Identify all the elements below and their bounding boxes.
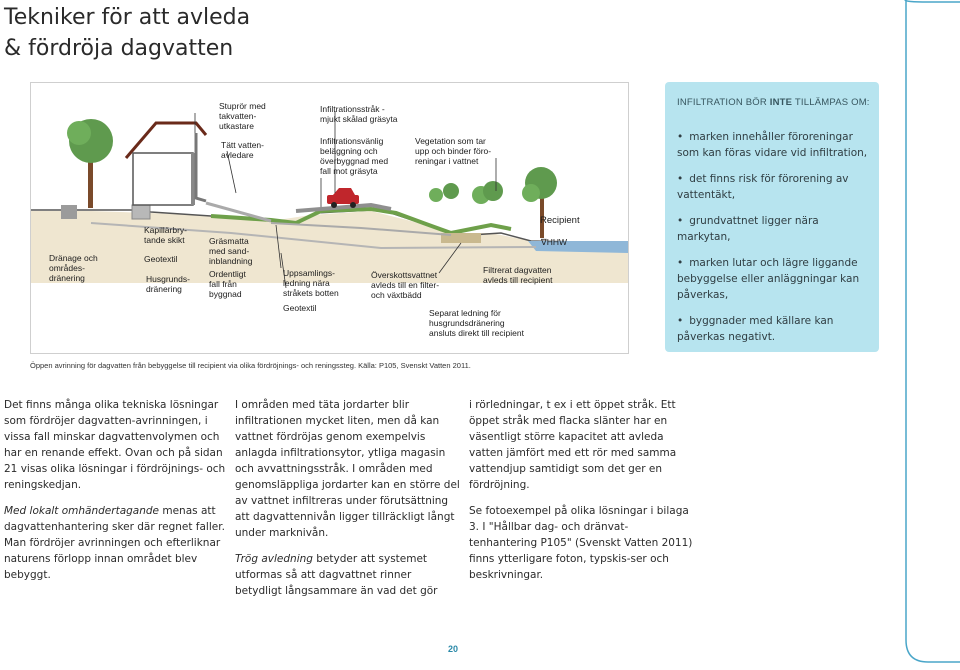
label-ordentligt: Ordentligt fall från byggnad [209,269,246,299]
stormwater-diagram [30,82,629,354]
infobox-heading-post: TILLÄMPAS OM: [792,97,870,108]
infobox-item: • marken innehåller föroreningar som kan föras vidare vid infiltration, [677,129,873,161]
paragraph-text: betyder att systemet utformas så att dagvattnet rinner betydligt långsammare än vad det gör [235,553,438,597]
label-geotextil-2: Geotextil [283,303,317,313]
figure-caption: Öppen avrinning för dagvatten från bebyggelse till recipient via olika fördröjnings- och reningssteg. Källa: P105, Svenskt Vatten 2011. [30,361,471,370]
infobox-item: • marken lutar och lägre liggande bebyggelse eller anläggningar kan påverkas, [677,255,873,303]
label-hhw [541,237,567,247]
car-icon [327,188,359,208]
label-kapillar: Kapillärbry- tande skikt [144,225,187,245]
infobox-heading [677,97,870,108]
title-line-2: & fördröja dagvatten [4,36,234,61]
infiltration-warning-box [665,82,879,352]
paragraph-text: menas att dagvattenhantering sker där regnet faller. Man fördröjer avrinningen och efterliknar naturens förlopp innan området blev bebyggt. [4,505,225,581]
page-number: 20 [448,644,459,654]
body-column-3 [469,397,694,593]
label-stupror: Stuprör med takvatten- utkastare [219,101,266,131]
label-recipient: Recipient [540,215,580,226]
label-uppsamling: Uppsamlings- ledning nära stråkets botten [283,268,339,298]
label-infiltrationsvanlig: Infiltrationsvänlig beläggning och överbyggnad med fall mot gräsyta [320,136,389,176]
infobox-item: • det finns risk för förorening av vattentäkt, [677,171,873,203]
title-line-1: Tekniker för att avleda [4,5,251,30]
infobox-list [677,129,873,355]
water-level-icon: ∇ [541,237,547,247]
body-column-1 [4,397,229,593]
infobox-heading-pre: INFILTRATION BÖR [677,97,770,108]
label-dranage: Dränage och områdes- dränering [49,253,98,283]
label-overskott: Överskottsvattnet avleds till en filter- och växtbädd [371,270,440,300]
paragraph: Det finns många olika tekniska lösningar som fördröjer dagvatten-avrinningen, i vissa fall minskar dagvattenvolymen och har en renande effekt. Ovan och på sidan 21 visas olika lösningar i fördröjnings- och reningskedjan. [4,399,226,491]
paragraph: I områden med täta jordarter blir infiltrationen mycket liten, men då kan vattnet fördröjas genom exempelvis anlagda infiltrationsytor, ytliga magasin och avvattningsstråk. I områden med genomsläppliga jordarter kan en större del av vattnet infiltreras under förutsättning att dagvattennivån ligger tillräckligt långt under marknivån. [235,399,460,539]
label-husgrund: Husgrunds- dränering [146,274,190,294]
body-column-2 [235,397,460,609]
infobox-item: • byggnader med källare kan påverkas negativt. [677,313,873,345]
paragraph: i rörledningar, t ex i ett öppet stråk. Ett öppet stråk med flacka slänter har en väsentligt större kapacitet att avleda vatten jämfört med ett rör med samma vattendjup samtidigt som det ger en fördröjning. [469,399,677,491]
infobox-heading-bold: INTE [769,97,793,108]
label-geotextil-1: Geotextil [144,254,178,264]
page-title [4,2,250,64]
label-hhw-text: HHW [546,237,567,247]
paragraph [4,503,229,583]
page-corner-rule [880,0,960,670]
label-separat: Separat ledning för husgrundsdränering ansluts direkt till recipient [429,308,524,338]
infobox-item: • grundvattnet ligger nära markytan, [677,213,873,245]
emphasis: Trög avledning [235,553,313,565]
paragraph [235,551,460,599]
paragraph: Se fotoexempel på olika lösningar i bilaga 3. I "Hållbar dag- och dränvat-tenhantering P105" (Svenskt Vatten 2011) finns ytterligare foton, typskis-ser och beskrivningar. [469,505,693,581]
emphasis: Med lokalt omhändertagande [4,505,160,517]
label-infiltrationsstrak: Infiltrationsstråk - mjukt skålad gräsyta [320,104,398,124]
label-vegetation: Vegetation som tar upp och binder föro- reningar i vattnet [415,136,492,166]
label-filtrerat: Filtrerat dagvatten avleds till recipient [483,265,553,285]
label-tatt-vattenavledare: Tätt vatten- avledare [221,140,264,160]
label-grasmatta: Gräsmatta med sand- inblandning [209,236,253,266]
